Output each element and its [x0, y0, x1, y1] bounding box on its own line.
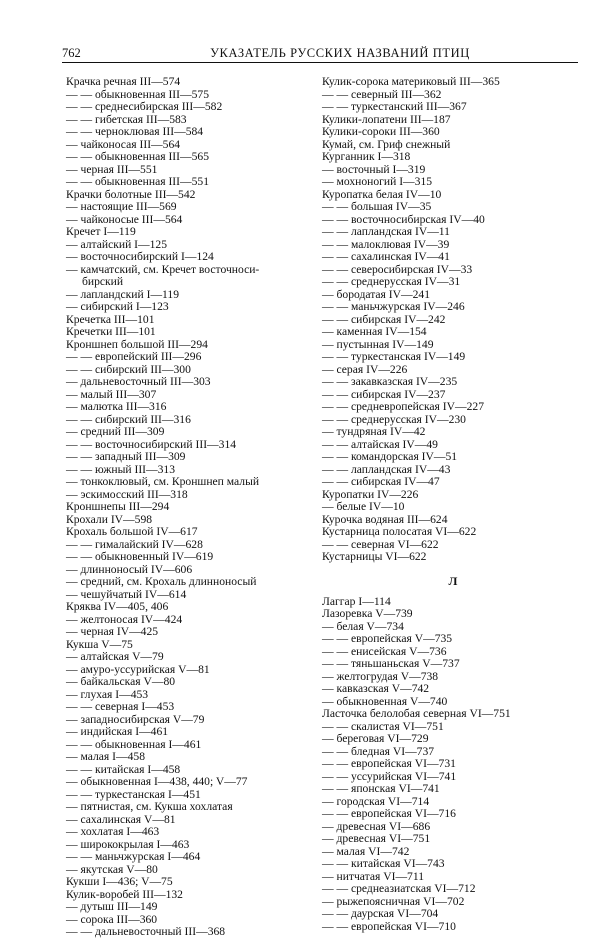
index-entry: — белые IV—10 — [322, 500, 405, 513]
index-entry: — — малоклювая IV—39 — [322, 237, 450, 251]
index-entry: — — обыкновенная I—461 — [66, 737, 202, 751]
index-entry: — — североcибирская IV—33 — [322, 262, 473, 276]
index-entry: — — сахалинская IV—41 — [322, 250, 450, 263]
letter-heading: Л — [448, 573, 458, 588]
index-entry: — — китайская VI—743 — [322, 857, 445, 870]
index-entry: — алтайская V—79 — [66, 650, 164, 663]
index-entry: — сорока III—360 — [66, 912, 158, 926]
index-entry: Курганник I—318 — [322, 150, 411, 163]
index-entry: — индийская I—461 — [66, 725, 169, 738]
index-entry: Кустарница полосатая VI—622 — [322, 525, 477, 538]
page-heading: УКАЗАТЕЛЬ РУССКИХ НАЗВАНИЙ ПТИЦ — [210, 46, 470, 60]
index-entry: — — восточносибирская IV—40 — [322, 212, 485, 226]
index-entry: — средний, см. Крохаль длинноносый — [66, 575, 257, 588]
index-entry: Кукши I—436; V—75 — [66, 875, 173, 888]
index-entry: — — закавказская IV—235 — [322, 375, 458, 388]
index-entry: — — сибирская IV—47 — [322, 475, 440, 488]
right-column — [322, 76, 584, 933]
index-entry: — белая V—734 — [322, 619, 404, 633]
index-entry: Курочка водяная III—624 — [322, 512, 448, 526]
page-number: 762 — [62, 46, 81, 60]
index-entry: — пятнистая, см. Кукша хохлатая — [66, 800, 233, 813]
index-entry: — лапландский I—119 — [66, 287, 180, 301]
index-entry: — обыкновенная V—740 — [322, 694, 448, 708]
index-entry: — — северный III—362 — [322, 87, 442, 101]
index-entry: — — командорская IV—51 — [322, 450, 458, 463]
index-entry: — — гибетская III—583 — [66, 112, 187, 126]
index-entry: — мохноногий I—315 — [322, 175, 433, 188]
index-entry: — рыжепоясничная VI—702 — [322, 894, 465, 908]
index-entry: Кроншнепы III—294 — [66, 500, 170, 513]
index-entry: — — северная I—453 — [66, 700, 175, 713]
index-entry: — тонкоклювый, см. Кроншнеп малый — [66, 475, 260, 488]
index-entry: — — европейский III—296 — [66, 350, 202, 363]
index-entry: — нитчатая VI—711 — [322, 869, 425, 883]
index-entry: — чешуйчатый IV—614 — [66, 587, 187, 601]
index-entry: — — среднесибирская III—582 — [66, 100, 223, 113]
index-entry: — кавказская V—742 — [322, 682, 430, 695]
index-entry: — тундряная IV—42 — [322, 425, 426, 438]
index-entry: — пустынная IV—149 — [322, 337, 434, 351]
index-entry: — — дальневосточный III—368 — [66, 925, 226, 938]
index-entry: — — тяньшаньская V—737 — [322, 657, 460, 670]
index-entry: — малютка III—316 — [66, 400, 167, 413]
index-entry: — западносибирская V—79 — [66, 712, 205, 726]
index-entry: — древесная VI—686 — [322, 819, 431, 833]
index-entry: — алтайский I—125 — [66, 237, 168, 251]
index-entry: — — японская VI—741 — [322, 782, 440, 795]
index-entry: — байкальская V—80 — [66, 675, 176, 688]
index-entry: Кулик-воробей III—132 — [66, 887, 183, 901]
index-entry: — — обыкновенная III—551 — [66, 175, 210, 188]
index-entry: — — сибирская IV—242 — [322, 312, 446, 326]
index-entry: — — китайская I—458 — [66, 762, 181, 776]
index-entry: — береговая VI—729 — [322, 732, 429, 745]
index-entry: Лаггар I—114 — [322, 594, 391, 608]
index-entry: — серая IV—226 — [322, 362, 408, 376]
index-entry: — каменная IV—154 — [322, 325, 427, 338]
index-entry: — — черноклювая III—584 — [66, 125, 204, 138]
index-entry: — — сибирская IV—237 — [322, 387, 446, 401]
index-entry: — — южный III—313 — [66, 462, 176, 476]
index-entry: Кустарницы VI—622 — [322, 550, 427, 563]
right-column-l-entries — [322, 596, 584, 934]
index-entry: — желтогрудая V—738 — [322, 669, 439, 683]
index-entry: Кумай, см. Гриф снежный — [322, 137, 451, 151]
index-entry: — малая VI—742 — [322, 844, 410, 858]
index-entry: — сахалинская V—81 — [66, 812, 176, 826]
index-entry: Куропатки IV—226 — [322, 487, 419, 501]
index-entry: — — европейская V—735 — [322, 632, 453, 645]
index-entry: — — сибирский III—300 — [66, 362, 191, 376]
index-entry: — — восточносибирский III—314 — [66, 437, 237, 451]
index-entry: Кречетка III—101 — [66, 312, 155, 326]
index-entry: — черная III—551 — [66, 162, 158, 176]
index-entry: — — лапландская IV—11 — [322, 225, 450, 238]
index-entry: — — даурская VI—704 — [322, 907, 439, 920]
index-entry: — — маньчжурская IV—246 — [322, 300, 465, 313]
index-entry: — — среднеазиатская VI—712 — [322, 882, 476, 895]
index-entry: — обыкновенная I—438, 440; V—77 — [66, 775, 248, 788]
index-entry: — — обыкновенная III—575 — [66, 87, 210, 101]
index-entry: — восточный I—319 — [322, 162, 426, 176]
index-entry: — якутская V—80 — [66, 862, 158, 876]
index-entry: — настоящие III—569 — [66, 200, 177, 213]
index-entry: Крохали IV—598 — [66, 512, 153, 526]
index-entry: — желтоносая IV—424 — [66, 612, 183, 626]
index-entry: — эскимосский III—318 — [66, 487, 188, 501]
index-entry: — чайконосая III—564 — [66, 137, 181, 151]
index-entry: — амуро-уссурийская V—81 — [66, 662, 210, 676]
running-head — [62, 46, 578, 63]
index-entry: Крачка речная III—574 — [66, 75, 181, 88]
index-entry: — — уссурийская VI—741 — [322, 769, 457, 783]
index-entry: Кречетки III—101 — [66, 325, 156, 338]
index-entry: — — туркестанская I—451 — [66, 787, 201, 801]
index-entry: — сибирский I—123 — [66, 300, 169, 313]
index-entry: — — скалистая VI—751 — [322, 719, 444, 733]
index-entry: Кулики-лопатени III—187 — [322, 112, 451, 126]
index-entry: — — большая IV—35 — [322, 200, 432, 213]
index-entry: Кукша V—75 — [66, 637, 133, 651]
index-entry: Кулики-сороки III—360 — [322, 125, 440, 138]
index-entry: — — туркестанский III—367 — [322, 100, 467, 113]
right-column-k-entries — [322, 76, 584, 564]
index-entry: — средний III—309 — [66, 425, 165, 438]
index-entry: — восточносибирский I—124 — [66, 250, 214, 263]
index-entry: — — бледная VI—737 — [322, 744, 435, 758]
index-entry: — камчатский, см. Кречет восточноси- — [66, 262, 260, 276]
index-entry: Ласточка белолобая северная VI—751 — [322, 707, 511, 720]
index-entry: — малая I—458 — [66, 750, 146, 763]
index-entry: — дутыш III—149 — [66, 900, 158, 913]
index-entry: — — маньчжурская I—464 — [66, 850, 201, 863]
index-entry: Крохаль большой IV—617 — [66, 525, 198, 538]
index-entry: — — обыкновенная III—565 — [66, 150, 210, 163]
index-entry: Лазоревка V—739 — [322, 607, 413, 620]
index-entry: — — среднерусская IV—230 — [322, 412, 466, 426]
index-entry: Кречет I—119 — [66, 225, 136, 238]
index-entry: — — среднерусская IV—31 — [322, 275, 461, 288]
index-entry: — — северная VI—622 — [322, 537, 439, 551]
index-entry: — — европейская VI—716 — [322, 807, 456, 820]
index-entry: — ширококрылая I—463 — [66, 837, 190, 851]
index-entry: — — обыкновенный IV—619 — [66, 550, 214, 563]
index-entry: — глухая I—453 — [66, 687, 149, 701]
index-entry: Крачки болотные III—542 — [66, 187, 196, 201]
index-entry: — — туркестанская IV—149 — [322, 350, 466, 363]
index-entry: Куропатка белая IV—10 — [322, 187, 442, 201]
index-entry: — бородатая IV—241 — [322, 287, 430, 301]
index-entry: — — западный III—309 — [66, 450, 186, 463]
index-entry: — — лапландская IV—43 — [322, 462, 451, 476]
index-entry: — хохлатая I—463 — [66, 825, 160, 838]
index-entry: — — сибирский III—316 — [66, 412, 191, 426]
index-entry: — черная IV—425 — [66, 625, 159, 638]
index-entry: Кроншнеп большой III—294 — [66, 337, 208, 351]
index-entry: — — средневропейская IV—227 — [322, 400, 484, 413]
left-column — [66, 76, 310, 939]
index-entry: — древесная VI—751 — [322, 832, 431, 845]
index-entry: — городская VI—714 — [322, 794, 430, 808]
index-entry: — малый III—307 — [66, 387, 157, 401]
index-entry: бирский — [82, 275, 124, 288]
index-entry: — чайконосые III—564 — [66, 212, 183, 226]
index-entry: — — европейская VI—710 — [322, 919, 456, 933]
index-entry: — длинноносый IV—606 — [66, 562, 193, 576]
index-entry: — — алтайская IV—49 — [322, 437, 438, 451]
index-entry: — — енисейская V—736 — [322, 644, 447, 658]
index-entry: — — гималайский IV—628 — [66, 537, 203, 551]
index-entry: — — европейская VI—731 — [322, 757, 456, 770]
index-entry: Кулик-сорока материковый III—365 — [322, 75, 500, 88]
index-entry: Кряква IV—405, 406 — [66, 600, 169, 613]
index-entry: — дальневосточный III—303 — [66, 375, 211, 388]
